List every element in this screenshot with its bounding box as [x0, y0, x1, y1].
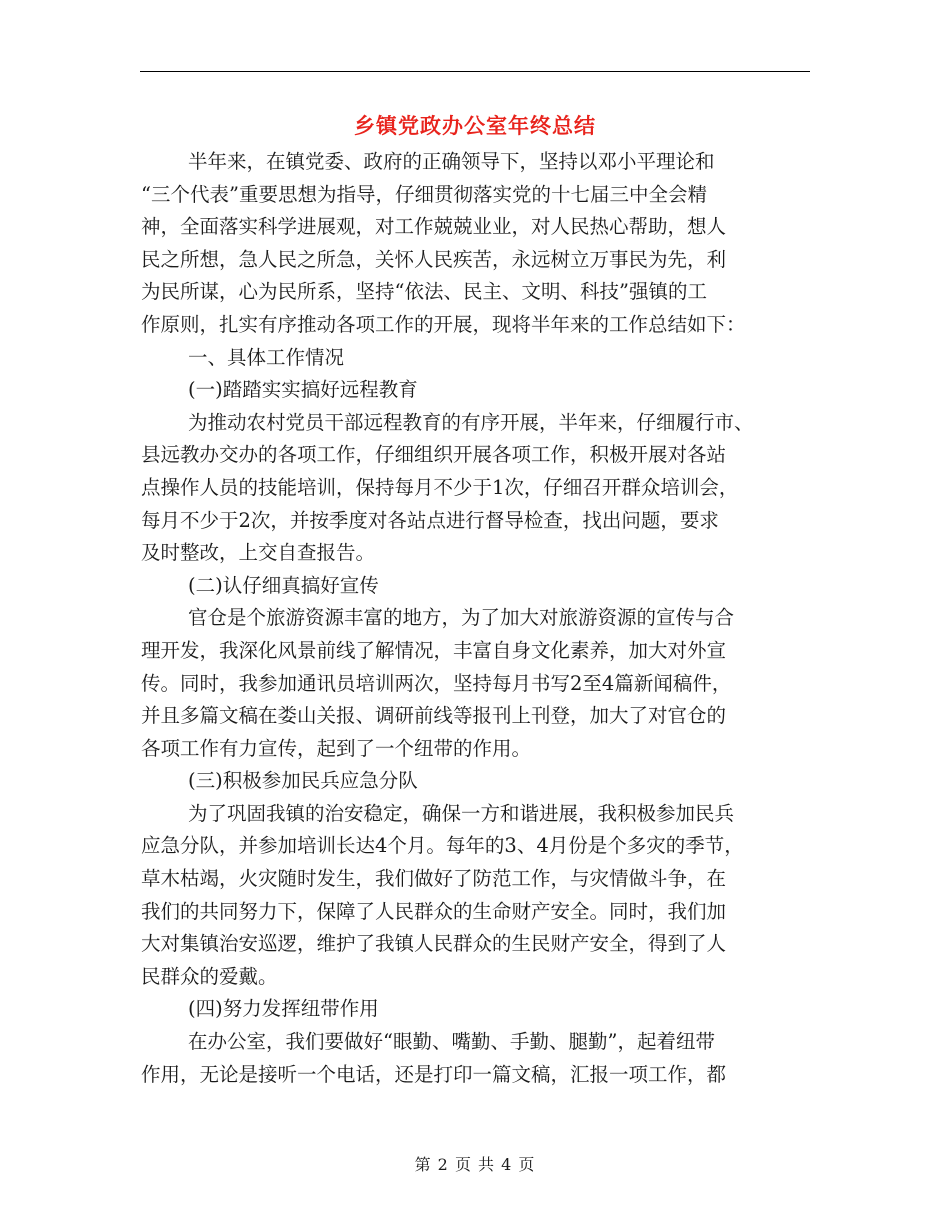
page-number: 第 2 页 共 4 页: [414, 1155, 536, 1174]
paragraph-line: 及时整改，上交自查报告。: [141, 541, 376, 565]
paragraph-line: 每月不少于2次，并按季度对各站点进行督导检查，找出问题，要求: [141, 508, 719, 532]
paragraph-line: 理开发，我深化风景前线了解情况，丰富自身文化素养，加大对外宣: [141, 638, 727, 662]
paragraph-line: 传。同时，我参加通讯员培训两次，坚持每月书写2至4篇新闻稿件，: [141, 671, 732, 695]
paragraph-line: 神，全面落实科学进展观，对工作兢兢业业，对人民热心帮助，想人: [141, 215, 727, 239]
paragraph-line: 应急分队，并参加培训长达4个月。每年的3、4月份是个多灾的季节，: [141, 834, 744, 858]
paragraph-line: 草木枯竭，火灾随时发生，我们做好了防范工作，与灾情做斗争，在: [141, 867, 727, 891]
paragraph-line: 民群众的爱戴。: [141, 964, 278, 988]
paragraph-line: 为了巩固我镇的治安稳定，确保一方和谐进展，我积极参加民兵: [188, 801, 735, 825]
subsection-heading: (三)积极参加民兵应急分队: [188, 769, 418, 793]
paragraph-line: 民之所想，急人民之所急，关怀人民疾苦，永远树立万事民为先，利: [141, 247, 727, 271]
header-rule: [140, 71, 810, 72]
section-heading: 一、具体工作情况: [188, 345, 345, 369]
paragraph-line: 为民所谋，心为民所系，坚持“依法、民主、文明、科技”强镇的工: [141, 280, 707, 304]
subsection-heading: (一)踏踏实实搞好远程教育: [188, 378, 418, 402]
paragraph-line: 在办公室，我们要做好“眼勤、嘴勤、手勤、腿勤”，起着纽带: [188, 1030, 715, 1054]
paragraph-line: 为推动农村党员干部远程教育的有序开展，半年来，仔细履行市、: [188, 410, 754, 434]
paragraph-line: 点操作人员的技能培训，保持每月不少于1次，仔细召开群众培训会，: [141, 475, 739, 499]
paragraph-line: 官仓是个旅游资源丰富的地方，为了加大对旅游资源的宣传与合: [188, 606, 735, 630]
paragraph-line: 并且多篇文稿在娄山关报、调研前线等报刊上刊登，加大了对官仓的: [141, 704, 727, 728]
paragraph-line: 半年来，在镇党委、政府的正确领导下，坚持以邓小平理论和: [188, 150, 715, 173]
document-body: [141, 146, 811, 1091]
paragraph-line: 各项工作有力宣传，起到了一个纽带的作用。: [141, 736, 532, 760]
paragraph-line: 我们的共同努力下，保障了人民群众的生命财产安全。同时，我们加: [141, 899, 727, 923]
subsection-heading: (四)努力发挥纽带作用: [188, 997, 379, 1021]
subsection-heading: (二)认仔细真搞好宣传: [188, 573, 379, 597]
paragraph-line: 作用，无论是接听一个电话，还是打印一篇文稿，汇报一项工作，都: [141, 1062, 727, 1086]
document-title: 乡镇党政办公室年终总结: [354, 113, 596, 138]
paragraph-line: 县远教办交办的各项工作，仔细组织开展各项工作，积极开展对各站: [141, 443, 727, 467]
paragraph-line: 大对集镇治安巡逻，维护了我镇人民群众的生民财产安全，得到了人: [141, 932, 727, 956]
paragraph-line: 作原则，扎实有序推动各项工作的开展，现将半年来的工作总结如下：: [141, 312, 746, 336]
paragraph-line: “三个代表”重要思想为指导，仔细贯彻落实党的十七届三中全会精: [141, 182, 707, 206]
